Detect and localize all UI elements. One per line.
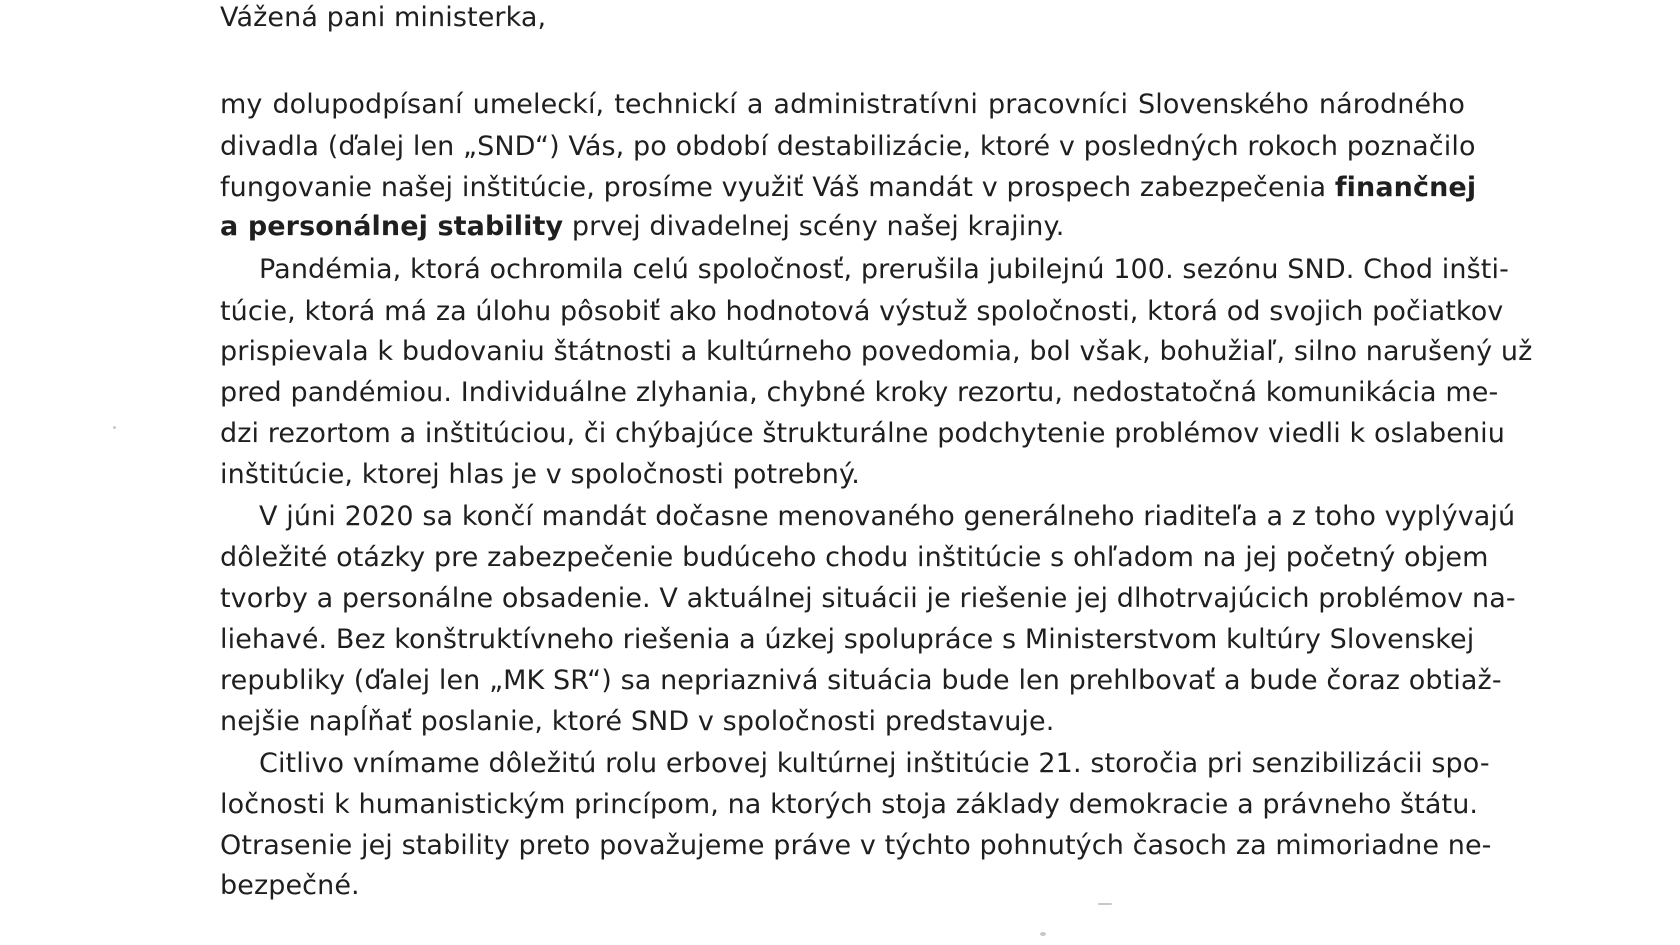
scan-speck <box>1040 932 1046 936</box>
paragraph-3-line-5: republiky (ďalej len „MK SR“) sa nepriaznivá situácia bude len prehlbovať a bude čoraz obtiaž- <box>220 665 1502 696</box>
scan-speck <box>1098 903 1112 905</box>
salutation: Vážená pani ministerka, <box>220 2 547 33</box>
paragraph-2-line-3: prispievala k budovaniu štátnosti a kultúrneho povedomia, bol však, bohužiaľ, silno narušený už <box>220 336 1533 367</box>
paragraph-2-line-1: Pandémia, ktorá ochromila celú spoločnosť, prerušila jubilejnú 100. sezónu SND. Chod inšti- <box>259 254 1509 285</box>
paragraph-4-line-2: ločnosti k humanistickým princípom, na ktorých stoja základy demokracie a právneho štátu. <box>220 789 1479 820</box>
paragraph-1-line-1: my dolupodpísaní umeleckí, technickí a administratívni pracovníci Slovenského národného <box>220 89 1465 120</box>
paragraph-2-line-6: inštitúcie, ktorej hlas je v spoločnosti potrebný. <box>220 459 860 490</box>
paragraph-3-line-2: dôležité otázky pre zabezpečenie budúceho chodu inštitúcie s ohľadom na jej početný objem <box>220 542 1489 573</box>
paragraph-1-line-2: divadla (ďalej len „SND“) Vás, po období destabilizácie, ktoré v posledných rokoch poznačilo <box>220 131 1476 162</box>
paragraph-2-line-5: dzi rezortom a inštitúciou, či chýbajúce štrukturálne podchytenie problémov viedli k oslabeniu <box>220 418 1505 449</box>
paragraph-1-line-4-text: prvej divadelnej scény našej krajiny. <box>563 211 1065 242</box>
paragraph-4-line-1: Citlivo vnímame dôležitú rolu erbovej kultúrnej inštitúcie 21. storočia pri senzibilizácii spo- <box>259 748 1490 779</box>
paragraph-4-line-4: bezpečné. <box>220 870 360 901</box>
paragraph-3-line-1: V júni 2020 sa končí mandát dočasne menovaného generálneho riaditeľa a z toho vyplývajú <box>259 501 1516 532</box>
paragraph-2-line-4: pred pandémiou. Individuálne zlyhania, chybné kroky rezortu, nedostatočná komunikácia me- <box>220 377 1499 408</box>
paragraph-1-line-3-text: fungovanie našej inštitúcie, prosíme využiť Váš mandát v prospech zabezpečenia <box>220 172 1335 203</box>
scan-speck <box>113 426 116 429</box>
paragraph-3-line-3: tvorby a personálne obsadenie. V aktuálnej situácii je riešenie jej dlhotrvajúcich problémov na- <box>220 583 1516 614</box>
paragraph-1-line-4-bold: a personálnej stability <box>220 211 564 242</box>
paragraph-2-line-2: túcie, ktorá má za úlohu pôsobiť ako hodnotová výstuž spoločnosti, ktorá od svojich počiatkov <box>220 296 1504 327</box>
paragraph-4-line-3: Otrasenie jej stability preto považujeme práve v týchto pohnutých časoch za mimoriadne ne- <box>220 830 1492 861</box>
paragraph-1-line-3-bold: finančnej <box>1334 172 1477 203</box>
paragraph-3-line-4: liehavé. Bez konštruktívneho riešenia a úzkej spolupráce s Ministerstvom kultúry Slovenskej <box>220 624 1475 655</box>
paragraph-1-line-3 <box>220 168 1477 208</box>
paragraph-3-line-6: nejšie napĺňať poslanie, ktoré SND v spoločnosti predstavuje. <box>220 706 1055 737</box>
paragraph-1-line-4 <box>220 207 1465 247</box>
